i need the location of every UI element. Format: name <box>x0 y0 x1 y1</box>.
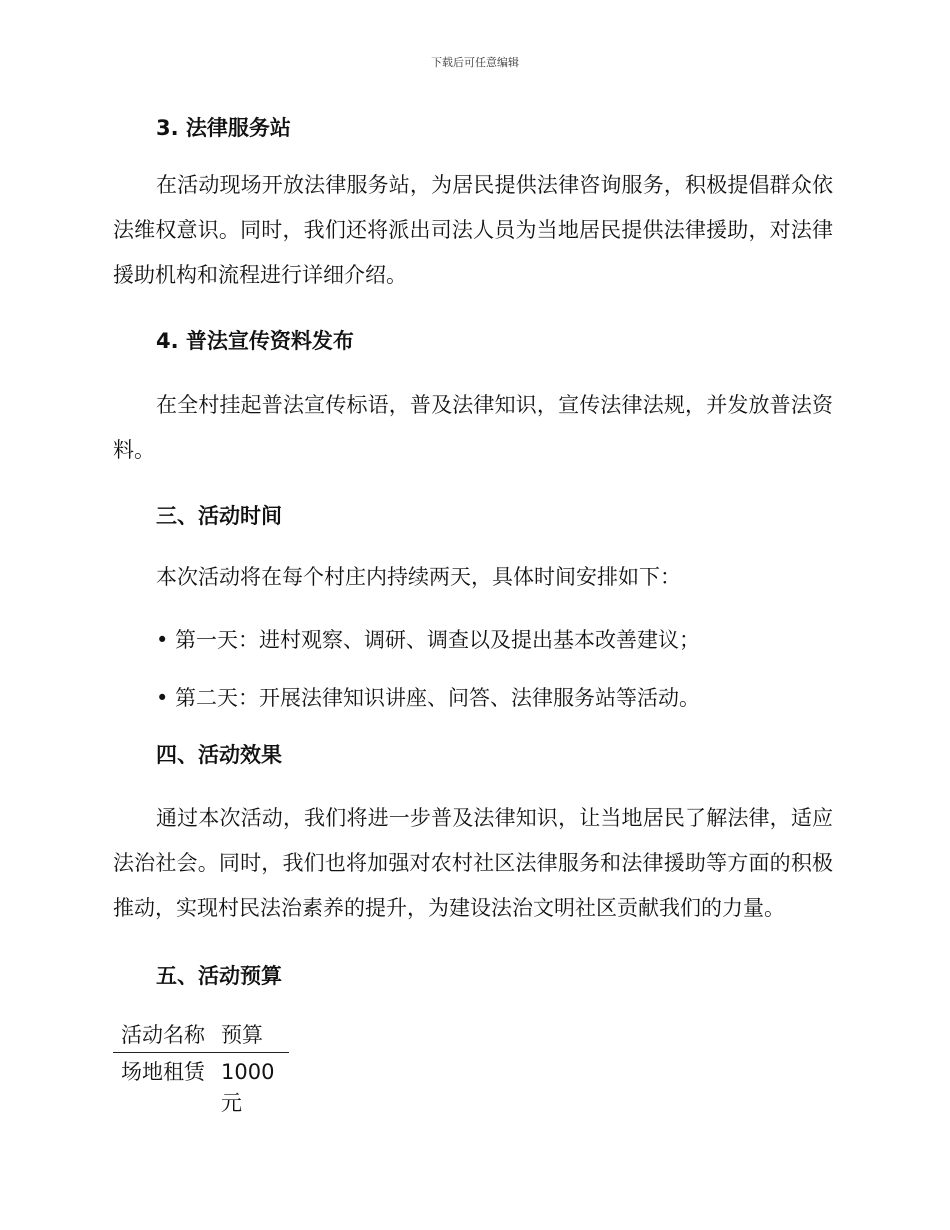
list-item: • 第二天：开展法律知识讲座、问答、法律服务站等活动。 <box>156 686 701 710</box>
paragraph-activity-time: 本次活动将在每个村庄内持续两天，具体时间安排如下： <box>156 565 681 589</box>
page-header: 下载后可任意编辑 <box>431 56 519 69</box>
table-header-cell: 活动名称 <box>113 1017 213 1053</box>
paragraph-activity-effect: 通过本次活动，我们将进一步普及法律知识，让当地居民了解法律，适应法治社会。同时，我们也将加强对农村社区法律服务和法律援助等方面的积极推动，实现村民法治素养的提升，为建设法治文明社区贡献我们的力量。 <box>113 806 833 920</box>
table-header-cell: 预算 <box>213 1017 289 1053</box>
section-heading-legal-service-station: 3. 法律服务站 <box>156 116 291 140</box>
table-row <box>113 1053 289 1120</box>
table-header-row <box>113 1017 289 1053</box>
section-heading-activity-budget: 五、活动预算 <box>156 964 282 988</box>
list-item: • 第一天：进村观察、调研、调查以及提出基本改善建议； <box>156 628 701 652</box>
section-heading-publicity-materials: 4. 普法宣传资料发布 <box>156 329 354 353</box>
budget-table <box>113 1017 289 1119</box>
paragraph-publicity-materials: 在全村挂起普法宣传标语，普及法律知识，宣传法律法规，并发放普法资料。 <box>113 393 833 462</box>
section-heading-activity-time: 三、活动时间 <box>156 504 282 528</box>
table-cell: 场地租赁 <box>121 1060 205 1084</box>
section-heading-activity-effect: 四、活动效果 <box>156 743 282 767</box>
table-cell: 1000元 <box>221 1060 275 1115</box>
document-body <box>113 112 833 1119</box>
paragraph-legal-service-station: 在活动现场开放法律服务站，为居民提供法律咨询服务，积极提倡群众依法维权意识。同时，我们还将派出司法人员为当地居民提供法律援助，对法律援助机构和流程进行详细介绍。 <box>113 173 833 287</box>
